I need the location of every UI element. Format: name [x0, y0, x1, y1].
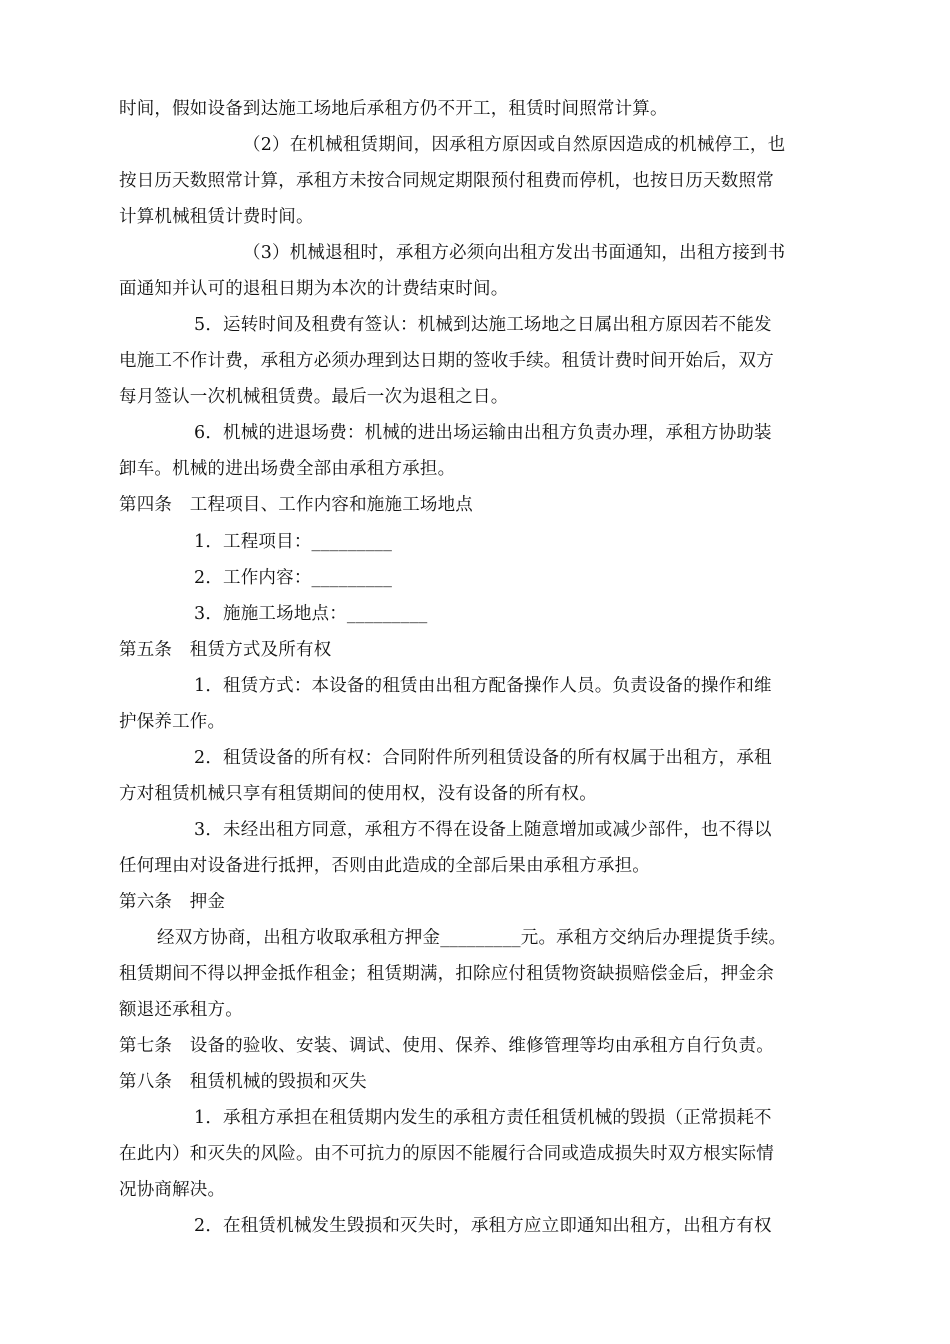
text-line: 时间，假如设备到达施工场地后承租方仍不开工，租赁时间照常计算。	[119, 99, 668, 119]
text-line: 1．工程项目：_________	[194, 532, 393, 552]
text-line: 任何理由对设备进行抵押，否则由此造成的全部后果由承租方承担。	[119, 856, 650, 876]
text-line: 按日历天数照常计算，承租方未按合同规定期限预付租费而停机，也按日历天数照常	[119, 171, 774, 191]
text-line: 在此内）和灭失的风险。由不可抗力的原因不能履行合同或造成损失时双方根实际情	[119, 1144, 774, 1164]
text-line: 3．未经出租方同意，承租方不得在设备上随意增加或减少部件，也不得以	[194, 820, 772, 840]
text-line: 1．承租方承担在租赁期内发生的承租方责任租赁机械的毁损（正常损耗不	[194, 1108, 772, 1128]
text-line: 2．租赁设备的所有权：合同附件所列租赁设备的所有权属于出租方，承租	[194, 748, 772, 768]
article-heading: 第五条 租赁方式及所有权	[119, 640, 332, 660]
text-line: 5．运转时间及租费有签认：机械到达施工场地之日属出租方原因若不能发	[194, 315, 772, 335]
text-line: 6．机械的进退场费：机械的进出场运输由出租方负责办理，承租方协助装	[194, 423, 772, 443]
article-heading: 第四条 工程项目、工作内容和施施工场地点	[119, 495, 473, 515]
text-line: （2）在机械租赁期间，因承租方原因或自然原因造成的机械停工，也	[243, 135, 786, 155]
text-line: 经双方协商，出租方收取承租方押金_________元。承租方交纳后办理提货手续。	[157, 928, 787, 948]
text-line: （3）机械退租时，承租方必须向出租方发出书面通知，出租方接到书	[243, 243, 786, 263]
text-line: 3．施施工场地点：_________	[194, 604, 428, 624]
text-line: 1．租赁方式：本设备的租赁由出租方配备操作人员。负责设备的操作和维	[194, 676, 772, 696]
text-line: 方对租赁机械只享有租赁期间的使用权，没有设备的所有权。	[119, 784, 597, 804]
article-heading: 第七条 设备的验收、安装、调试、使用、保养、维修管理等均由承租方自行负责。	[119, 1036, 774, 1056]
text-line: 每月签认一次机械租赁费。最后一次为退租之日。	[119, 387, 509, 407]
text-line: 电施工不作计费，承租方必须办理到达日期的签收手续。租赁计费时间开始后，双方	[119, 351, 774, 371]
text-line: 计算机械租赁计费时间。	[119, 207, 314, 227]
text-line: 2．工作内容：_________	[194, 568, 393, 588]
text-line: 2．在租赁机械发生毁损和灭失时，承租方应立即通知出租方，出租方有权	[194, 1216, 772, 1236]
text-line: 卸车。机械的进出场费全部由承租方承担。	[119, 459, 456, 479]
article-heading: 第六条 押金	[119, 892, 226, 912]
text-line: 额退还承租方。	[119, 1000, 243, 1020]
text-line: 面通知并认可的退租日期为本次的计费结束时间。	[119, 279, 509, 299]
text-line: 况协商解决。	[119, 1180, 226, 1200]
text-line: 租赁期间不得以押金抵作租金；租赁期满，扣除应付租赁物资缺损赔偿金后，押金余	[119, 964, 774, 984]
text-line: 护保养工作。	[119, 712, 226, 732]
article-heading: 第八条 租赁机械的毁损和灭失	[119, 1072, 367, 1092]
